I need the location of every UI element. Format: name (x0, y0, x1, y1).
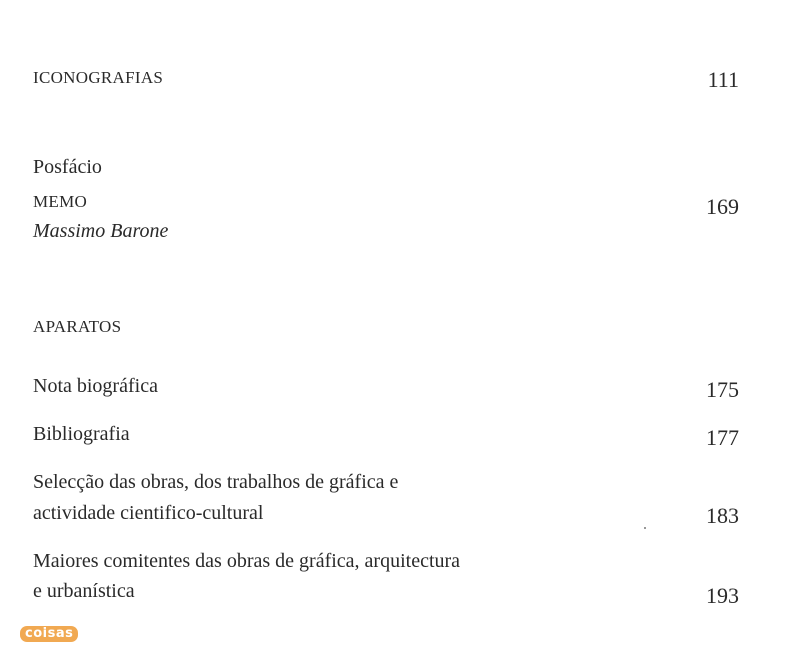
page-number-nota-biografica: 175 (706, 377, 739, 402)
page-number-comitentes: 193 (706, 583, 739, 608)
entry-comitentes-line-2: e urbanística (33, 580, 135, 602)
section-title-iconografias: ICONOGRAFIAS (33, 68, 164, 87)
section-title-aparatos: APARATOS (33, 317, 122, 336)
page-number-seleccao: 183 (706, 503, 739, 528)
entry-comitentes-line-1: Maiores comitentes das obras de gráfica, arquitectura (33, 550, 461, 572)
posfacio-author: Massimo Barone (33, 220, 169, 242)
scan-speck (644, 527, 646, 529)
posfacio-title: MEMO (33, 192, 88, 211)
page-number-iconografias: 111 (707, 67, 739, 92)
page-number-posfacio: 169 (706, 194, 739, 219)
entry-seleccao-line-1: Selecção das obras, dos trabalhos de gráfica e (33, 471, 399, 493)
posfacio-label: Posfácio (33, 156, 102, 178)
watermark-logo: coisas (20, 626, 78, 642)
entry-nota-biografica: Nota biográfica (33, 375, 158, 397)
entry-bibliografia: Bibliografia (33, 423, 130, 445)
entry-seleccao-line-2: actividade cientifico-cultural (33, 502, 264, 524)
page-number-bibliografia: 177 (706, 425, 739, 450)
